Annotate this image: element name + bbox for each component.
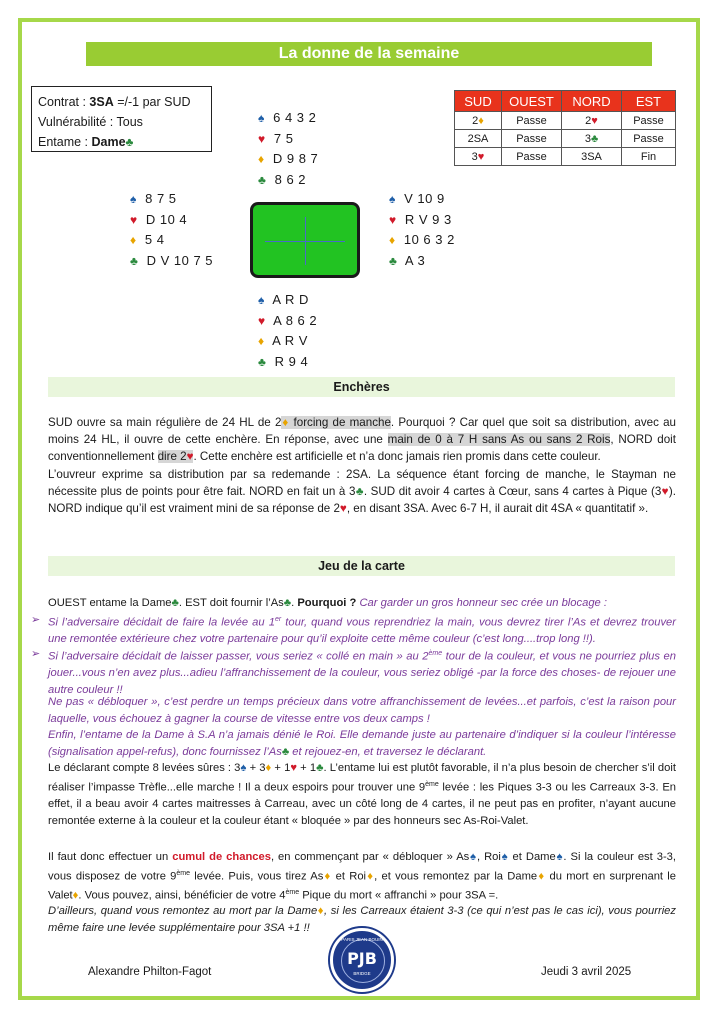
text: et rejouez-en, et traversez le déclarant. xyxy=(289,745,487,758)
south-clubs: R 9 4 xyxy=(274,353,309,369)
diamond-icon: ♦ xyxy=(258,152,265,166)
west-clubs: D V 10 7 5 xyxy=(146,252,214,268)
contract-result: =/-1 par SUD xyxy=(113,95,191,109)
bid-cell: 2SA xyxy=(455,130,502,148)
diamond-icon: ♦ xyxy=(130,233,137,247)
superscript: ème xyxy=(428,650,443,657)
text: et Roi xyxy=(331,870,367,883)
bid-value: 3 xyxy=(584,132,591,145)
text: L’ouvreur exprime sa distribution par sa redemande : 2SA. La séquence étant forcing de manche, le Stayman ne nécessite plus de points pour être fait. NORD en fait un à 3 xyxy=(48,467,676,498)
text: . Si la couleur est 3-3, vous disposez de votre 9 xyxy=(48,851,676,883)
east-clubs: A 3 xyxy=(404,252,426,268)
bid-value: 2 xyxy=(472,114,479,127)
bid-value: 3 xyxy=(471,150,478,163)
bid-cell xyxy=(455,148,502,166)
diamond-icon: ♦ xyxy=(265,762,272,774)
heart-icon: ♥ xyxy=(258,131,266,146)
text: levée : les Piques 3-3 ou les Carreaux 3-3. En effet, il a beau avoir 4 cartes maitresses à Carreau, avec un côté long de 4 cartes, il ne peut pas en profiter, n’ayant aucune remontée externe à la couleur et la couleur étant « bloquée » par des honneurs sec As-Roi-Valet. xyxy=(48,781,676,828)
text: tour, quand vous reprendriez la main, vous devrez tirer l’As et devrez trouver une remontée extérieure chez votre partenaire pour qu’il exploite cette même couleur (c’est long....trop long !!). xyxy=(48,616,677,646)
date: Jeudi 3 avril 2025 xyxy=(541,966,632,978)
italic-paragraph-1: Ne pas « débloquer », c’est perdre un temps précieux dans votre affranchissement de levées...et parfois, c’est la raison pour laquelle, vous échouez à gagner la course de vitesse entre vos deux camps ! xyxy=(48,696,676,725)
text: . Pourquoi ? Car quel que soit sa distribution, avec au moins 24 HL, il ouvre de cette enchère. En réponse, avec une xyxy=(48,416,676,447)
spade-icon: ♠ xyxy=(240,762,247,774)
diamond-icon: ♦ xyxy=(258,334,265,348)
bid-cell: Passe xyxy=(622,112,676,130)
text: et Dame xyxy=(508,851,556,863)
east-hearts: R V 9 3 xyxy=(404,211,452,227)
bid-cell: Passe xyxy=(502,130,562,148)
superscript: er xyxy=(274,616,282,623)
heart-icon: ♥ xyxy=(389,212,397,227)
club-icon: ♣ xyxy=(590,132,599,145)
lead-line xyxy=(38,132,205,152)
club-icon: ♣ xyxy=(281,745,290,758)
text: + 1 xyxy=(271,762,291,774)
italic-paragraph-2 xyxy=(48,727,676,760)
contract-value: 3SA xyxy=(89,95,114,109)
club-icon: ♣ xyxy=(130,253,139,268)
diamond-icon: ♦ xyxy=(323,870,332,883)
bid-cell: 3SA xyxy=(562,148,622,166)
text: levée. Puis, vous tirez As xyxy=(190,870,324,883)
superscript: ème xyxy=(176,869,191,877)
text: Pique du mort « affranchi » pour 3SA =. xyxy=(299,890,499,903)
lead-value: Dame xyxy=(91,135,126,149)
spade-icon: ♠ xyxy=(389,192,396,206)
hand-south xyxy=(258,290,317,372)
text: . Vous pouvez, ainsi, bénéficier de votre 4 xyxy=(78,890,286,903)
heart-icon: ♥ xyxy=(477,150,485,163)
club-icon: ♣ xyxy=(389,253,398,268)
south-diamonds: A R V xyxy=(272,333,308,348)
heart-icon: ♥ xyxy=(258,313,266,328)
club-icon: ♣ xyxy=(283,597,292,609)
card-table xyxy=(250,202,360,278)
logo-mark: PJB xyxy=(347,949,377,968)
club-icon: ♣ xyxy=(125,135,134,149)
play-paragraph-3 xyxy=(48,849,676,905)
west-diamonds: 5 4 xyxy=(144,232,165,247)
club-icon: ♣ xyxy=(258,172,267,187)
east-spades: V 10 9 xyxy=(404,191,445,206)
bid-cell xyxy=(562,112,622,130)
bid-cell: Passe xyxy=(502,148,562,166)
text: SUD ouvre sa main régulière de 24 HL de 2 xyxy=(48,416,282,429)
text: Le déclarant compte 8 levées sûres : 3 xyxy=(48,762,241,774)
north-clubs: 8 6 2 xyxy=(274,171,307,187)
hand-east xyxy=(389,189,455,271)
text: , NORD doit conventionnellement xyxy=(48,433,676,464)
bullet-1-text xyxy=(48,612,676,648)
spade-icon: ♠ xyxy=(258,293,265,307)
text: . Cette enchère est artificielle et n’a donc jamais rien promis dans cette couleur. xyxy=(193,450,601,464)
spade-icon: ♠ xyxy=(500,851,509,863)
club-icon: ♣ xyxy=(316,762,324,774)
diamond-icon: ♦ xyxy=(478,114,484,127)
text: + 3 xyxy=(246,762,266,774)
text: , en disant 3SA. Avec 6-7 H, il aurait dit 4SA « quantitatif ». xyxy=(346,502,649,516)
text: . L’entame lui est plutôt favorable, il n’a plus besoin de chercher s’il doit réaliser l’impasse Trèfle...elle marche ! Il a deux espoirs pour trouver une 9 xyxy=(48,762,676,794)
text: . SUD dit avoir 4 cartes à Cœur, sans 4 cartes à Pique (3 xyxy=(363,484,662,498)
west-hearts: D 10 4 xyxy=(145,211,188,227)
section-heading-play: Jeu de la carte xyxy=(48,556,675,576)
heart-icon: ♥ xyxy=(661,484,669,498)
logo-bottom-text: BRIDGE xyxy=(353,971,371,976)
text: Si l’adversaire décidait de laisser passer, vous seriez « collé en main » au 2 xyxy=(48,650,429,663)
lead-label: Entame : xyxy=(38,135,92,149)
heart-icon: ♥ xyxy=(339,502,347,516)
text: + 1 xyxy=(297,762,317,774)
text: . xyxy=(291,597,298,609)
hand-west xyxy=(130,189,213,271)
bold-text: Pourquoi ? xyxy=(297,597,357,609)
text: Enfin, l’entame de la Dame à S.A n’a jamais dénié le Roi. Elle demande juste au partenaire d’indiquer si la couleur l’intéresse (signalisation appel-refus), donc fournissez l’As xyxy=(48,729,676,758)
bid-cell xyxy=(455,112,502,130)
highlight-text: main de 0 à 7 H sans As ou sans 2 Rois xyxy=(387,433,611,447)
text: . EST doit fournir l’As xyxy=(178,597,284,609)
hand-north xyxy=(258,108,318,190)
diamond-icon: ♦ xyxy=(317,905,324,917)
bidding-row xyxy=(455,148,676,166)
text: tour de la couleur, et vous ne pourriez plus en jouer...vous n’en avez plus...adieu l’affranchissement de la couleur, vous seriez obligé -par la force des choses- de rejouer une autre couleur !! xyxy=(48,650,676,696)
club-icon: ♣ xyxy=(258,354,267,369)
emphasis-text: cumul de chances xyxy=(172,851,271,863)
bidding-header: NORD xyxy=(562,91,622,112)
heart-icon: ♥ xyxy=(130,212,138,227)
text: , en commençant par « débloquer » As xyxy=(270,851,470,863)
spade-icon: ♠ xyxy=(469,851,477,863)
spade-icon: ♠ xyxy=(130,192,137,206)
contract-line xyxy=(38,92,205,112)
north-hearts: 7 5 xyxy=(273,130,294,146)
bidding-header: EST xyxy=(622,91,676,112)
superscript: ème xyxy=(285,889,300,897)
diamond-icon: ♦ xyxy=(366,870,375,883)
bid-cell: Passe xyxy=(622,130,676,148)
page-title: La donne de la semaine xyxy=(86,42,652,66)
text: ). NORD indique qu’il est vraiment mini de sa réponse de 2 xyxy=(48,484,676,516)
club-logo xyxy=(330,928,394,992)
heart-icon: ♥ xyxy=(290,762,298,774)
bidding-row xyxy=(455,112,676,130)
heart-icon: ♥ xyxy=(186,450,194,464)
club-icon: ♣ xyxy=(355,484,364,498)
contract-label: Contrat : xyxy=(38,95,90,109)
bullet-2-text xyxy=(48,646,676,699)
south-spades: A R D xyxy=(272,292,309,307)
highlight-text: dire 2 xyxy=(157,450,187,464)
diamond-icon: ♦ xyxy=(389,233,396,247)
heart-icon: ♥ xyxy=(591,114,598,127)
east-diamonds: 10 6 3 2 xyxy=(403,232,455,247)
highlight-text: forcing de manche xyxy=(289,416,391,429)
bid-cell xyxy=(562,130,622,148)
diamond-icon: ♦ xyxy=(281,416,290,429)
club-icon: ♣ xyxy=(171,597,179,609)
spade-icon: ♠ xyxy=(555,851,564,863)
text: , Roi xyxy=(476,851,501,863)
bidding-header: SUD xyxy=(455,91,502,112)
south-hearts: A 8 6 2 xyxy=(273,312,318,328)
bid-cell: Passe xyxy=(502,112,562,130)
vulnerability-line: Vulnérabilité : Tous xyxy=(38,115,143,129)
bidding-table xyxy=(454,90,676,166)
bidding-header-row xyxy=(455,91,676,112)
spade-icon: ♠ xyxy=(258,111,265,125)
logo-top-text: PARIS JEAN BOUIN xyxy=(341,937,383,942)
text: , si les Carreaux étaient 3-3 (ce qui n’est pas le cas ici), vous pourriez même faire une levée supplémentaire pour 3SA +1 !! xyxy=(48,905,676,934)
contract-box xyxy=(31,86,212,152)
text: OUEST entame la Dame xyxy=(48,597,172,609)
bidding-row xyxy=(455,130,676,148)
author: Alexandre Philton-Fagot xyxy=(88,966,212,978)
table-line xyxy=(305,217,306,265)
bid-cell: Fin xyxy=(622,148,676,166)
bid-value: 2 xyxy=(585,114,592,127)
text: , et vous remontez par la Dame xyxy=(374,870,538,883)
text: Si l’adversaire décidait de faire la levée au 1 xyxy=(48,616,275,629)
text: du mort en surprenant le Valet xyxy=(48,870,677,903)
play-paragraph-2 xyxy=(48,760,676,830)
bidding-header: OUEST xyxy=(502,91,562,112)
west-spades: 8 7 5 xyxy=(145,191,177,206)
bullet-arrow-icon: ➢ xyxy=(31,648,41,660)
auction-paragraph xyxy=(48,414,676,517)
text: D’ailleurs, quand vous remontez au mort par la Dame xyxy=(48,905,318,917)
north-spades: 6 4 3 2 xyxy=(273,110,317,125)
section-heading-auction: Enchères xyxy=(48,377,675,397)
italic-text: Car garder un gros honneur sec crée un blocage : xyxy=(356,597,607,609)
text: Il faut donc effectuer un xyxy=(48,851,173,863)
superscript: ème xyxy=(425,780,439,788)
north-diamonds: D 9 8 7 xyxy=(272,151,319,166)
bullet-arrow-icon: ➢ xyxy=(31,614,41,626)
diamond-icon: ♦ xyxy=(72,890,79,903)
play-paragraph-1 xyxy=(48,595,676,612)
diamond-icon: ♦ xyxy=(537,870,546,883)
